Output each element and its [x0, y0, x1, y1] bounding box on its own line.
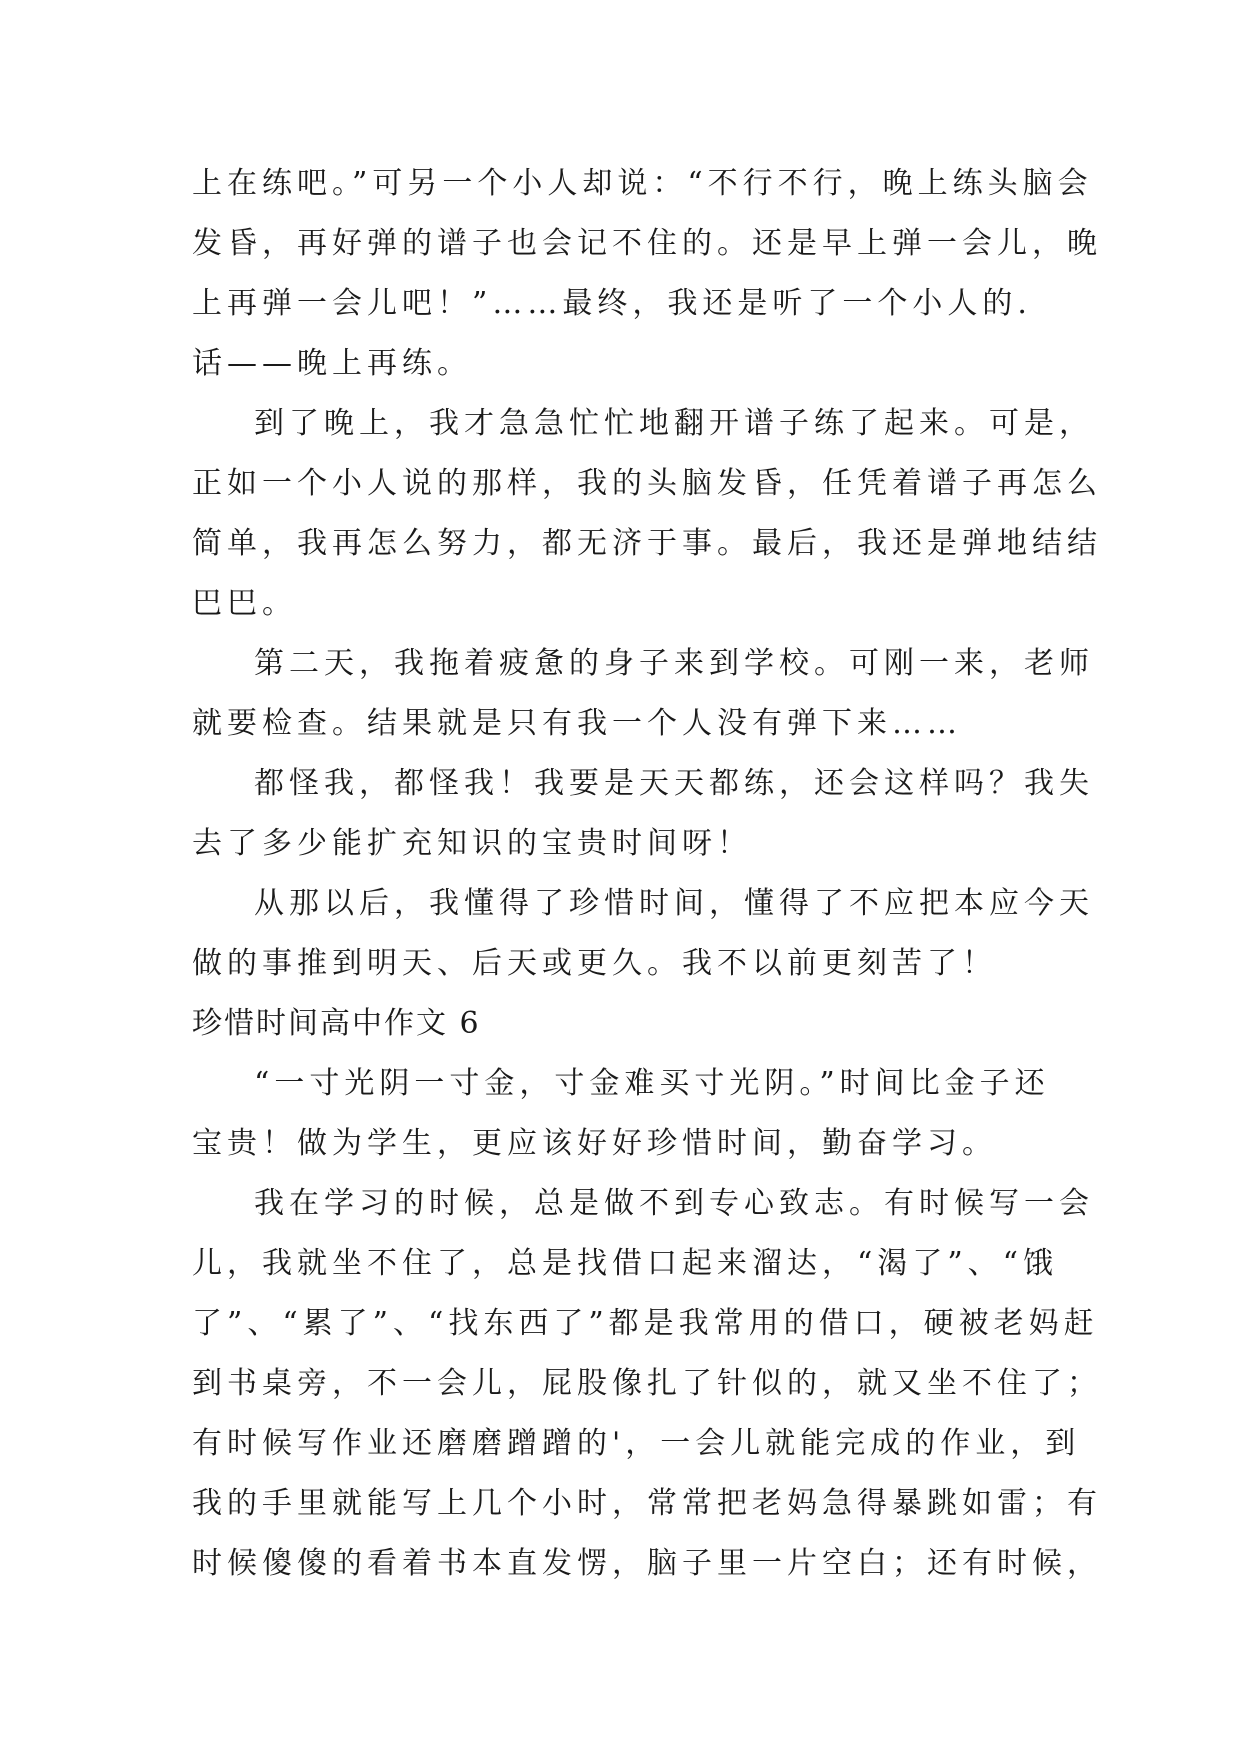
text-line: 有时候写作业还磨磨蹭蹭的'，一会儿就能完成的作业，到 [192, 1426, 1081, 1461]
text-line: 正如一个小人说的那样，我的头脑发昏，任凭着谱子再怎么 [192, 466, 1102, 501]
text-line: 儿，我就坐不住了，总是找借口起来溜达，“渴了”、“饿 [192, 1246, 1059, 1281]
section-heading: 珍惜时间高中作文 6 [192, 1006, 481, 1041]
text-line: 简单，我再怎么努力，都无济于事。最后，我还是弹地结结 [192, 526, 1102, 561]
text-line: 到书桌旁，不一会儿，屁股像扎了针似的，就又坐不住了； [192, 1366, 1102, 1401]
text-line: 做的事推到明天、后天或更久。我不以前更刻苦了！ [192, 946, 997, 981]
text-line: 去了多少能扩充知识的宝贵时间呀！ [192, 826, 752, 861]
paragraph-first-line: 从那以后，我懂得了珍惜时间，懂得了不应把本应今天 [254, 886, 1094, 921]
text-line: 就要检查。结果就是只有我一个人没有弹下来…… [192, 706, 962, 741]
text-line: 巴巴。 [192, 586, 297, 621]
text-line: 发昏，再好弹的谱子也会记不住的。还是早上弹一会儿，晚 [192, 226, 1102, 261]
text-line: 上再弹一会儿吧！”……最终，我还是听了一个小人的. [192, 286, 1032, 321]
paragraph-first-line: 到了晚上，我才急急忙忙地翻开谱子练了起来。可是， [254, 406, 1094, 441]
essay-body [192, 154, 1102, 1594]
text-line: 我的手里就能写上几个小时，常常把老妈急得暴跳如雷；有 [192, 1486, 1102, 1521]
text-line: 时候傻傻的看着书本直发愣，脑子里一片空白；还有时候， [192, 1546, 1102, 1581]
text-line: 宝贵！做为学生，更应该好好珍惜时间，勤奋学习。 [192, 1126, 997, 1161]
paragraph-first-line: 都怪我，都怪我！我要是天天都练，还会这样吗？我失 [254, 766, 1094, 801]
paragraph-first-line: 我在学习的时候，总是做不到专心致志。有时候写一会 [254, 1186, 1094, 1221]
text-line: 话——晚上再练。 [192, 346, 472, 381]
text-line: 了”、“累了”、“找东西了”都是我常用的借口，硬被老妈赶 [192, 1306, 1099, 1341]
paragraph-first-line: “一寸光阴一寸金，寸金难买寸光阴。”时间比金子还 [254, 1066, 1050, 1101]
text-line: 上在练吧。”可另一个小人却说：“不行不行，晚上练头脑会 [192, 166, 1093, 201]
paragraph-first-line: 第二天，我拖着疲惫的身子来到学校。可刚一来，老师 [254, 646, 1094, 681]
